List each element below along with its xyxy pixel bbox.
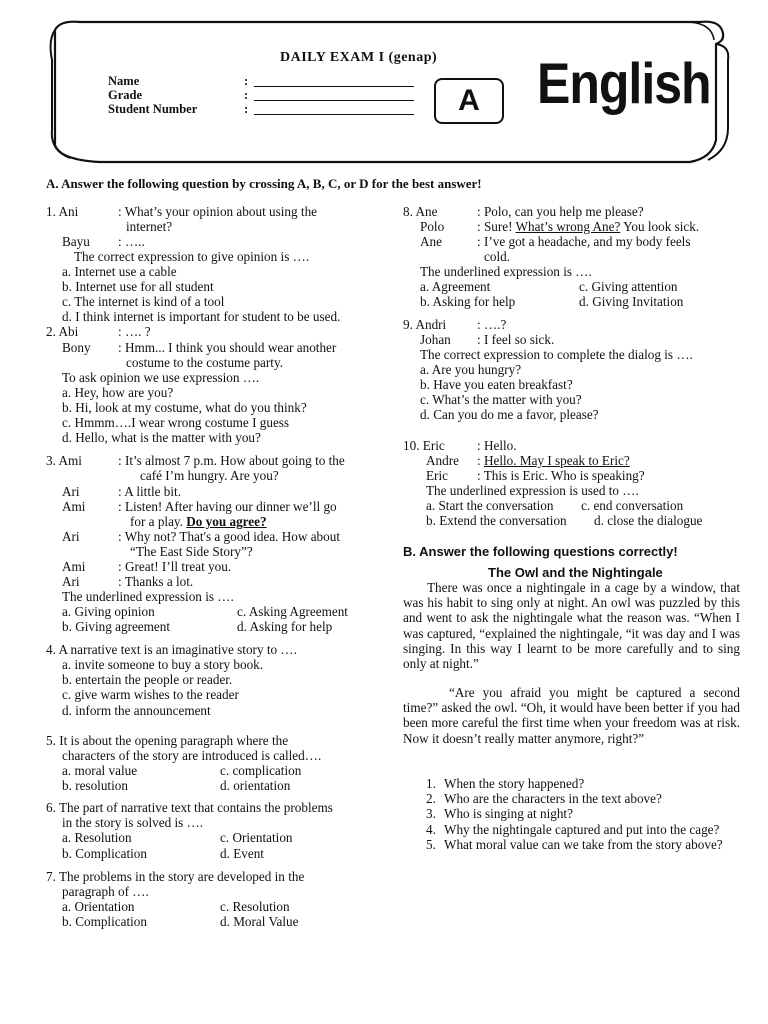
q3-line: : A little bit. bbox=[118, 484, 182, 499]
q2-line: : Hmm... I think you should wear another bbox=[118, 340, 337, 355]
essay-question-list bbox=[426, 776, 746, 852]
q3-speaker: Ami bbox=[62, 499, 86, 514]
q9-option-d[interactable]: d. Can you do me a favor, please? bbox=[420, 407, 599, 422]
q8-line: : Sure! What’s wrong Ane? You look sick. bbox=[477, 219, 700, 234]
q9-option-b[interactable]: b. Have you eaten breakfast? bbox=[420, 377, 573, 392]
q3-line: : Listen! After having our dinner we’ll go bbox=[118, 499, 337, 514]
story-paragraph-2: “Are you afraid you might be captured a second time?” asked the owl. “Oh, it would have been better if you had been more careful the first time when your freedom was at risk. Now it doesn’t really matter anymore, right?” bbox=[403, 685, 740, 746]
essay-question: 5. What moral value can we take from the story above? bbox=[426, 836, 723, 852]
q10-speaker: Andre bbox=[426, 453, 459, 468]
q10-option-a[interactable]: a. Start the conversation bbox=[426, 498, 554, 513]
q8-underlined-expression: What’s wrong Ane? bbox=[515, 219, 621, 234]
q4-option-b[interactable]: b. entertain the people or reader. bbox=[62, 672, 233, 687]
q6-prompt: in the story is solved is …. bbox=[62, 815, 204, 830]
q10-option-b[interactable]: b. Extend the conversation bbox=[426, 513, 567, 528]
q10-option-d[interactable]: d. close the dialogue bbox=[594, 513, 703, 528]
grade-label: Grade bbox=[108, 88, 143, 102]
q7-option-a[interactable]: a. Orientation bbox=[62, 899, 135, 914]
q5-prompt: characters of the story are introduced is called…. bbox=[62, 748, 322, 763]
q2-speaker: Bony bbox=[62, 340, 91, 355]
q6-option-a[interactable]: a. Resolution bbox=[62, 830, 132, 845]
q10-underlined-expression: Hello. May I speak to Eric? bbox=[483, 453, 630, 468]
q7-option-c[interactable]: c. Resolution bbox=[220, 899, 290, 914]
q1-option-d[interactable]: d. I think internet is important for student to be used. bbox=[62, 309, 341, 324]
q8-line: cold. bbox=[484, 249, 511, 264]
q3-line: for a play. Do you agree? bbox=[130, 514, 267, 529]
q1-line: internet? bbox=[126, 219, 173, 234]
q4-option-a[interactable]: a. invite someone to buy a story book. bbox=[62, 657, 264, 672]
q8-line: : Polo, can you help me please? bbox=[477, 204, 644, 219]
name-label: Name bbox=[108, 74, 140, 88]
q1-line: : What’s your opinion about using the bbox=[118, 204, 318, 219]
q3-speaker: 3. Ami bbox=[46, 453, 82, 468]
q3-prompt: The underlined expression is …. bbox=[62, 589, 234, 604]
q10-prompt: The underlined expression is used to …. bbox=[426, 483, 639, 498]
section-a-instruction: A. Answer the following question by crossing A, B, C, or D for the best answer! bbox=[46, 176, 482, 191]
q9-option-a[interactable]: a. Are you hungry? bbox=[420, 362, 522, 377]
q1-option-a[interactable]: a. Internet use a cable bbox=[62, 264, 177, 279]
q8-speaker: 8. Ane bbox=[403, 204, 438, 219]
q5-option-d[interactable]: d. orientation bbox=[220, 778, 291, 793]
q3-line: café I’m hungry. Are you? bbox=[140, 468, 279, 483]
name-input-line[interactable] bbox=[254, 74, 414, 87]
student-number-colon: : bbox=[244, 102, 249, 116]
q9-line: : I feel so sick. bbox=[477, 332, 555, 347]
q7-option-d[interactable]: d. Moral Value bbox=[220, 914, 299, 929]
q3-speaker: Ari bbox=[62, 529, 80, 544]
q2-speaker: 2. Abi bbox=[46, 324, 79, 339]
q5-option-c[interactable]: c. complication bbox=[220, 763, 302, 778]
q2-option-a[interactable]: a. Hey, how are you? bbox=[62, 385, 174, 400]
q3-option-d[interactable]: d. Asking for help bbox=[237, 619, 333, 634]
q5-option-a[interactable]: a. moral value bbox=[62, 763, 138, 778]
q3-line: : It’s almost 7 p.m. How about going to the bbox=[118, 453, 345, 468]
q8-option-c[interactable]: c. Giving attention bbox=[579, 279, 678, 294]
q6-option-c[interactable]: c. Orientation bbox=[220, 830, 293, 845]
student-number-input-line[interactable] bbox=[254, 102, 414, 115]
q3-speaker: Ari bbox=[62, 484, 80, 499]
q9-prompt: The correct expression to complete the dialog is …. bbox=[420, 347, 693, 362]
q8-option-b[interactable]: b. Asking for help bbox=[420, 294, 516, 309]
q3-underlined-expression: Do you agree? bbox=[186, 514, 267, 529]
q5-prompt: 5. It is about the opening paragraph where the bbox=[46, 733, 289, 748]
q2-prompt: To ask opinion we use expression …. bbox=[62, 370, 260, 385]
q10-option-c[interactable]: c. end conversation bbox=[581, 498, 684, 513]
q2-line: costume to the costume party. bbox=[126, 355, 283, 370]
student-number-label: Student Number bbox=[108, 102, 198, 116]
q3-option-c[interactable]: c. Asking Agreement bbox=[237, 604, 348, 619]
q4-option-d[interactable]: d. inform the announcement bbox=[62, 703, 211, 718]
q8-speaker: Ane bbox=[420, 234, 442, 249]
q3-line: “The East Side Story”? bbox=[130, 544, 253, 559]
q5-option-b[interactable]: b. resolution bbox=[62, 778, 128, 793]
exam-version-box bbox=[434, 78, 504, 124]
exam-title: DAILY EXAM I (genap) bbox=[280, 50, 438, 65]
q3-line: : Why not? That's a good idea. How about bbox=[118, 529, 341, 544]
story-title: The Owl and the Nightingale bbox=[488, 565, 663, 580]
q7-prompt: paragraph of …. bbox=[62, 884, 149, 899]
q6-option-d[interactable]: d. Event bbox=[220, 846, 264, 861]
q10-speaker: Eric bbox=[426, 468, 448, 483]
q10-line: : Hello. May I speak to Eric? bbox=[477, 453, 630, 468]
q3-speaker: Ari bbox=[62, 574, 80, 589]
q1-option-c[interactable]: c. The internet is kind of a tool bbox=[62, 294, 225, 309]
q9-speaker: 9. Andri bbox=[403, 317, 447, 332]
q8-prompt: The underlined expression is …. bbox=[420, 264, 592, 279]
essay-question: 3. Who is singing at night? bbox=[426, 806, 573, 822]
q10-speaker: 10. Eric bbox=[403, 438, 445, 453]
q9-line: : ….? bbox=[477, 317, 507, 332]
q1-prompt: The correct expression to give opinion is …. bbox=[74, 249, 310, 264]
grade-colon: : bbox=[244, 88, 249, 102]
q10-line: : This is Eric. Who is speaking? bbox=[477, 468, 645, 483]
q3-line: : Thanks a lot. bbox=[118, 574, 194, 589]
q8-option-a[interactable]: a. Agreement bbox=[420, 279, 491, 294]
q2-line: : …. ? bbox=[118, 324, 151, 339]
q7-prompt: 7. The problems in the story are developed in the bbox=[46, 869, 305, 884]
q3-speaker: Ami bbox=[62, 559, 86, 574]
essay-question: 4. Why the nightingale captured and put into the cage? bbox=[426, 821, 720, 837]
q8-option-d[interactable]: d. Giving Invitation bbox=[579, 294, 684, 309]
q4-prompt: 4. A narrative text is an imaginative story to …. bbox=[46, 642, 297, 657]
exam-version: A bbox=[458, 84, 480, 117]
q2-option-b[interactable]: b. Hi, look at my costume, what do you think? bbox=[62, 400, 307, 415]
q10-line: : Hello. bbox=[477, 438, 517, 453]
q3-line: : Great! I’ll treat you. bbox=[118, 559, 232, 574]
q8-speaker: Polo bbox=[420, 219, 445, 234]
q3-option-b[interactable]: b. Giving agreement bbox=[62, 619, 171, 634]
q1-line: : ….. bbox=[118, 234, 145, 249]
story-paragraph-1: There was once a nightingale in a cage by a window, that was his habit to sing only at night. An owl was puzzled by this and went to ask the nightingale what the reason was. “When I was captured, “explained the nightingale, “it was day and I was singing. In this way I learnt to be more carefully and to sing only at night.” bbox=[403, 580, 740, 672]
grade-input-line[interactable] bbox=[254, 88, 414, 101]
q2-option-c[interactable]: c. Hmmm….I wear wrong costume I guess bbox=[62, 415, 290, 430]
q1-speaker: Bayu bbox=[62, 234, 90, 249]
subject-title: English bbox=[537, 51, 711, 116]
essay-question: 1. When the story happened? bbox=[426, 776, 585, 791]
q2-option-d[interactable]: d. Hello, what is the matter with you? bbox=[62, 430, 261, 445]
q9-option-c[interactable]: c. What’s the matter with you? bbox=[420, 392, 582, 407]
q1-option-b[interactable]: b. Internet use for all student bbox=[62, 279, 214, 294]
essay-question: 2. Who are the characters in the text above? bbox=[426, 791, 662, 807]
q6-option-b[interactable]: b. Complication bbox=[62, 846, 147, 861]
q4-option-c[interactable]: c. give warm wishes to the reader bbox=[62, 687, 239, 702]
q9-speaker: Johan bbox=[420, 332, 451, 347]
name-colon: : bbox=[244, 74, 249, 88]
q6-prompt: 6. The part of narrative text that contains the problems bbox=[46, 800, 333, 815]
q3-option-a[interactable]: a. Giving opinion bbox=[62, 604, 155, 619]
q1-speaker: 1. Ani bbox=[46, 204, 79, 219]
q8-line: : I’ve got a headache, and my body feels bbox=[477, 234, 691, 249]
q7-option-b[interactable]: b. Complication bbox=[62, 914, 147, 929]
section-b-instruction: B. Answer the following questions correctly! bbox=[403, 544, 678, 559]
